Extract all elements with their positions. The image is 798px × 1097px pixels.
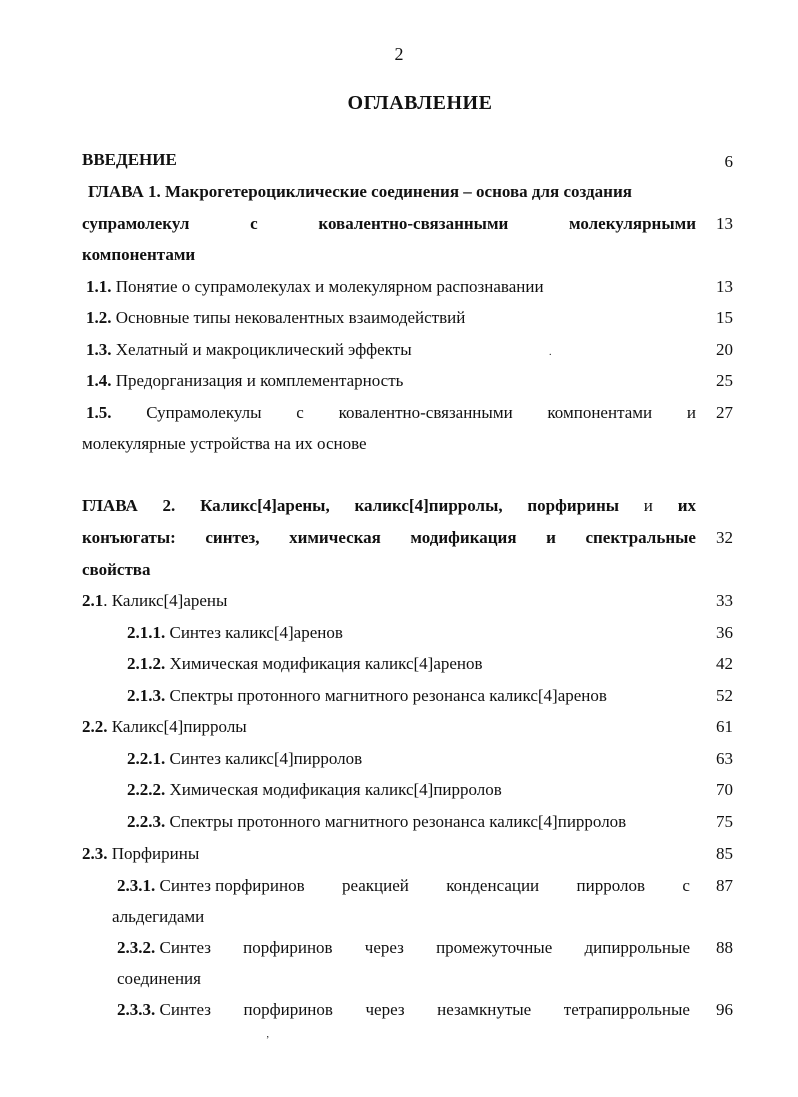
toc-entry-1-2-page: 15: [716, 308, 733, 327]
toc-entry-2-2-2-page: 70: [716, 780, 733, 799]
toc-entry-1-5-page: 27: [716, 403, 733, 422]
word: и: [546, 528, 556, 547]
entry-head: [117, 938, 211, 958]
toc-entry-2-3-1-line2: альдегидами: [112, 907, 205, 926]
toc-intro-label: ВВЕДЕНИЕ: [82, 150, 177, 169]
toc-ch1-title-line1: ГЛАВА 1. Макрогетероциклические соединения – основа для создания: [88, 182, 632, 201]
word: Синтез: [159, 1000, 211, 1019]
toc-entry-2-2-1-page: 63: [716, 749, 733, 768]
section-number: 2.2.: [82, 717, 108, 736]
section-number: 2.2.3.: [127, 812, 166, 831]
word: через: [364, 938, 404, 957]
toc-ch2-page: 32: [716, 528, 733, 547]
toc-entry-2-3-3-page: 96: [716, 1000, 733, 1019]
word: молекулярными: [569, 214, 696, 233]
word: конденсации: [446, 876, 540, 895]
section-number: 1.1.: [86, 277, 112, 296]
section-title: . Каликс[4]арены: [103, 591, 228, 610]
toc-ch1-title-line3: компонентами: [82, 245, 196, 264]
word: спектральные: [585, 528, 696, 547]
toc-entry-2-3-2-line1: [117, 938, 690, 958]
word: ГЛАВА: [82, 496, 138, 515]
word: дипиррольные: [584, 938, 690, 957]
toc-entry-2-3: [82, 844, 199, 864]
toc-entry-2-2: [82, 717, 247, 737]
section-title: Спектры протонного магнитного резонанса каликс[4]пирролов: [169, 812, 627, 831]
word: Супрамолекулы: [146, 403, 262, 422]
section-title: Хелатный и макроциклический эффекты: [115, 340, 412, 359]
section-title: Синтез каликс[4]аренов: [169, 623, 343, 642]
section-number: 1.5.: [86, 403, 112, 422]
toc-entry-1-2: [86, 308, 465, 328]
word: конъюгаты:: [82, 528, 176, 547]
toc-entry-2-1-2: [127, 654, 483, 674]
section-number: 2.3.3.: [117, 1000, 156, 1019]
toc-ch1-title-line2: [82, 214, 696, 234]
word: и: [686, 403, 696, 422]
word: с: [682, 876, 690, 895]
toc-ch1-page: 13: [716, 214, 733, 233]
toc-entry-2-3-page: 85: [716, 844, 733, 863]
word: порфиринов: [243, 1000, 333, 1019]
section-number: 2.1.2.: [127, 654, 166, 673]
word: тетрапиррольные: [563, 1000, 690, 1019]
entry-head: [117, 876, 305, 896]
toc-entry-2-3-2-line2: соединения: [117, 969, 201, 988]
section-number: 1.2.: [86, 308, 112, 327]
section-number: 2.1.1.: [127, 623, 166, 642]
toc-entry-2-3-1-page: 87: [716, 876, 733, 895]
word: с: [296, 403, 304, 422]
word: ковалентно-связанными: [318, 214, 509, 233]
toc-entry-1-5-line1: [86, 403, 696, 423]
section-title: Понятие о супрамолекулах и молекулярном распознавании: [115, 277, 544, 296]
word: незамкнутые: [437, 1000, 532, 1019]
word: реакцией: [342, 876, 409, 895]
word: Синтез порфиринов: [159, 876, 305, 895]
word: Каликс[4]арены,: [200, 496, 330, 515]
toc-intro-page: 6: [724, 152, 733, 171]
page-title: ОГЛАВЛЕНИЕ: [347, 92, 493, 114]
section-number: 2.2.1.: [127, 749, 166, 768]
toc-entry-2-1-1-page: 36: [716, 623, 733, 642]
toc-entry-2-1-page: 33: [716, 591, 733, 610]
word: порфирины: [527, 496, 620, 515]
toc-entry-2-1-1: [127, 623, 343, 643]
toc-ch2-title-line1: [82, 496, 696, 516]
section-number: 2.3.: [82, 844, 108, 863]
toc-entry-1-4-page: 25: [716, 371, 733, 390]
toc-entry-1-3-page: 20: [716, 340, 733, 359]
word: 2.: [162, 496, 176, 515]
section-number: 2.3.2.: [117, 938, 156, 957]
page-number: 2: [394, 44, 404, 64]
toc-entry-2-2-page: 61: [716, 717, 733, 736]
toc-entry-2-1: [82, 591, 227, 611]
section-number: 1.3.: [86, 340, 112, 359]
toc-entry-1-1-page: 13: [716, 277, 733, 296]
section-title: Предорганизация и комплементарность: [115, 371, 404, 390]
word: через: [365, 1000, 405, 1019]
section-number: 2.2.2.: [127, 780, 166, 799]
section-title: Каликс[4]пирролы: [111, 717, 247, 736]
toc-entry-2-2-3: [127, 812, 626, 832]
section-title: Химическая модификация каликс[4]пирролов: [169, 780, 502, 799]
section-number: 2.3.1.: [117, 876, 156, 895]
toc-entry-2-3-2-page: 88: [716, 938, 733, 957]
toc-ch2-title-line3: свойства: [82, 560, 151, 579]
toc-entry-2-2-2: [127, 780, 502, 800]
word: и: [643, 496, 653, 515]
section-number: 2.1.3.: [127, 686, 166, 705]
toc-entry-2-1-2-page: 42: [716, 654, 733, 673]
toc-entry-2-3-1-line1: [117, 876, 690, 896]
word: промежуточные: [436, 938, 553, 957]
stray-comma-mark: ‚: [266, 1029, 270, 1040]
section-number: 1.4.: [86, 371, 112, 390]
toc-entry-2-3-3-line1: [117, 1000, 690, 1020]
word: синтез,: [205, 528, 260, 547]
word: супрамолекул: [82, 214, 190, 233]
section-title: Спектры протонного магнитного резонанса каликс[4]аренов: [169, 686, 607, 705]
toc-entry-2-1-3: [127, 686, 607, 706]
section-title: Порфирины: [111, 844, 200, 863]
section-title: Синтез каликс[4]пирролов: [169, 749, 363, 768]
toc-entry-2-1-3-page: 52: [716, 686, 733, 705]
entry-head: [117, 1000, 211, 1020]
toc-entry-2-2-1: [127, 749, 362, 769]
word: с: [250, 214, 258, 233]
word: порфиринов: [243, 938, 333, 957]
word: каликс[4]пирролы,: [354, 496, 503, 515]
toc-entry-1-5-line2: молекулярные устройства на их основе: [82, 434, 367, 453]
section-title: Основные типы нековалентных взаимодействий: [115, 308, 466, 327]
word: их: [677, 496, 696, 515]
word: пирролов: [576, 876, 646, 895]
word: химическая: [289, 528, 381, 547]
section-title: Химическая модификация каликс[4]аренов: [169, 654, 483, 673]
word: модификация: [410, 528, 517, 547]
word: Синтез: [159, 938, 211, 957]
section-number: 2.1: [82, 591, 104, 610]
toc-entry-1-1: [86, 277, 544, 297]
toc-entry-1-3: [86, 340, 412, 360]
toc-entry-1-4: [86, 371, 403, 391]
toc-entry-2-2-3-page: 75: [716, 812, 733, 831]
word: компонентами: [547, 403, 653, 422]
stray-dot-mark: .: [549, 347, 552, 358]
toc-ch2-title-line2: [82, 528, 696, 548]
word: ковалентно-связанными: [338, 403, 513, 422]
